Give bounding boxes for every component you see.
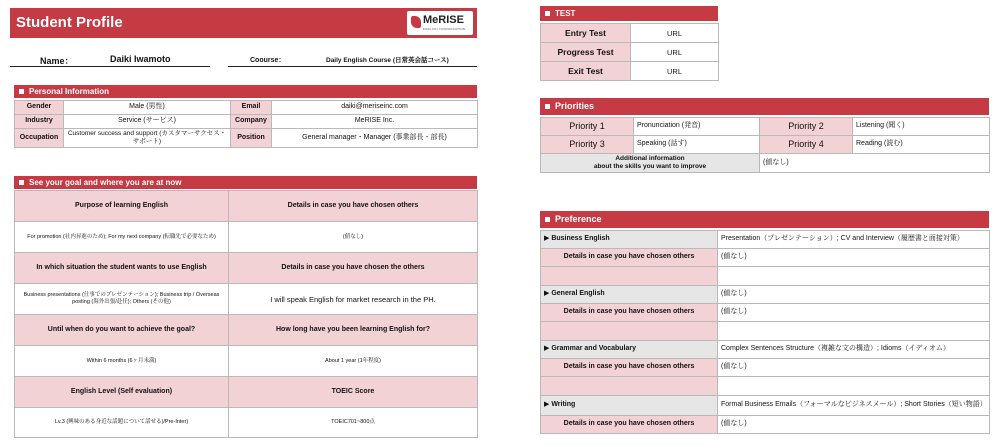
writing-detail-value: (値なし) <box>718 416 990 434</box>
additional-info-value: (値なし) <box>760 154 990 173</box>
business-english-value: Presentation（プレゼンテーション）; CV and Interview（履歴書と面接対策） <box>718 231 990 249</box>
deadline-header: Until when do you want to achieve the goal? <box>15 315 229 346</box>
personal-row-industry <box>15 115 478 129</box>
preference-row <box>541 359 990 377</box>
spacer-cell <box>718 267 990 286</box>
test-row <box>541 24 719 43</box>
priority-3-value: Speaking (話す) <box>634 136 760 154</box>
priorities-info-row <box>541 154 990 173</box>
personal-info-heading-text: Personal Information <box>29 87 110 96</box>
test-row <box>541 62 719 81</box>
page-title: Student Profile <box>16 14 123 31</box>
exit-test-link[interactable]: URL <box>631 62 719 81</box>
triangle-right-icon: ▶ <box>544 235 552 243</box>
preference-row <box>541 396 990 416</box>
goal-value-row <box>15 346 478 377</box>
situation-header: In which situation the student wants to use English <box>15 253 229 284</box>
preference-row <box>541 249 990 267</box>
goal-header-row <box>15 315 478 346</box>
personal-info-table <box>14 100 478 148</box>
course-row <box>228 51 477 67</box>
deadline-value: Within 6 months (6ヶ月未満) <box>15 346 229 377</box>
goal-table <box>14 190 478 438</box>
personal-info-heading <box>14 85 477 98</box>
duration-header: How long have you been learning English for? <box>229 315 478 346</box>
priorities-section <box>540 98 989 173</box>
additional-info-label-line2: about the skills you want to improve <box>593 162 707 170</box>
goal-value-row <box>15 408 478 438</box>
preference-spacer-row <box>541 267 990 286</box>
preference-heading <box>540 211 989 228</box>
priority-2-label: Priority 2 <box>760 118 853 136</box>
purpose-header: Purpose of learning English <box>15 191 229 222</box>
situation-other-value: I will speak English for market research in the PH. <box>229 284 478 315</box>
preference-row <box>541 304 990 322</box>
progress-test-label: Progress Test <box>541 43 631 62</box>
position-label: Position <box>231 129 272 148</box>
entry-test-link[interactable]: URL <box>631 24 719 43</box>
general-english-detail-label: Details in case you have chosen others <box>541 304 718 322</box>
preference-spacer-row <box>541 377 990 396</box>
goal-value-row <box>15 284 478 315</box>
preference-section <box>540 211 989 434</box>
name-value: Daiki Iwamoto <box>110 54 171 64</box>
profile-header <box>10 8 477 38</box>
writing-label-text: Writing <box>551 401 576 409</box>
merise-logo <box>407 11 473 35</box>
course-value: Daily English Course (日常英会話コース) <box>326 57 449 64</box>
exit-test-label: Exit Test <box>541 62 631 81</box>
level-header: English Level (Self evaluation) <box>15 377 229 408</box>
test-heading-text: TEST <box>555 9 576 18</box>
goal-header-row <box>15 191 478 222</box>
purpose-value: For promotion (社内昇進のため); For my next company (転職先で必要なため) <box>15 222 229 253</box>
personal-row-occupation <box>15 129 478 148</box>
grammar-vocabulary-label <box>541 341 718 359</box>
logo-mark-icon <box>411 16 421 28</box>
priority-1-value: Pronunciation (発音) <box>634 118 760 136</box>
occupation-value: Customer success and support (カスタマーサクセス・サポート) <box>64 129 231 148</box>
square-bullet-icon <box>545 217 550 222</box>
general-english-label <box>541 286 718 304</box>
test-row <box>541 43 719 62</box>
test-heading <box>540 6 718 21</box>
additional-info-label-line1: Additional information <box>615 155 685 162</box>
industry-label: Industry <box>15 115 64 129</box>
writing-label <box>541 396 718 416</box>
spacer-cell <box>541 377 718 396</box>
business-english-detail-label: Details in case you have chosen others <box>541 249 718 267</box>
test-table <box>540 23 719 81</box>
email-label: Email <box>231 101 272 115</box>
triangle-right-icon: ▶ <box>544 401 552 409</box>
personal-row-gender <box>15 101 478 115</box>
situation-value: Business presentations (仕事でのプレゼンテーション); Business trip / Overseas posting (海外出張/赴任); Others (その他) <box>15 284 229 315</box>
triangle-right-icon: ▶ <box>544 345 552 353</box>
company-label: Company <box>231 115 272 129</box>
preference-spacer-row <box>541 322 990 341</box>
preference-row <box>541 286 990 304</box>
goal-heading-text: See your goal and where you are at now <box>29 178 182 187</box>
square-bullet-icon <box>19 89 24 94</box>
position-value: General manager・Manager (事業部長・部長) <box>272 129 478 148</box>
general-english-value: (値なし) <box>718 286 990 304</box>
course-label: Coourse： <box>250 57 286 64</box>
square-bullet-icon <box>545 104 550 109</box>
name-label: Name： <box>40 56 74 66</box>
spacer-cell <box>718 322 990 341</box>
general-english-label-text: General English <box>551 290 605 298</box>
purpose-other-header: Details in case you have chosen others <box>229 191 478 222</box>
goal-header-row <box>15 377 478 408</box>
logo-subtext: ENGLISH CONVERSATION <box>423 27 466 31</box>
priorities-row <box>541 118 990 136</box>
toeic-value: TOEIC701~800点 <box>229 408 478 438</box>
preference-row <box>541 416 990 434</box>
grammar-vocabulary-detail-value: (値なし) <box>718 359 990 377</box>
level-value: Lv.3 (興味のある身近な話題について話せる)/Pre-Inter) <box>15 408 229 438</box>
goal-heading <box>14 176 477 189</box>
test-section <box>540 6 718 81</box>
logo-text: MeRISE <box>423 14 464 26</box>
gender-label: Gender <box>15 101 64 115</box>
goal-value-row <box>15 222 478 253</box>
square-bullet-icon <box>545 11 550 16</box>
priorities-heading-text: Priorities <box>555 101 595 111</box>
priority-1-label: Priority 1 <box>541 118 634 136</box>
email-value: daiki@meriseinc.com <box>272 101 478 115</box>
company-value: MeRISE Inc. <box>272 115 478 129</box>
spacer-cell <box>541 267 718 286</box>
grammar-vocabulary-label-text: Grammar and Vocabulary <box>551 345 637 353</box>
name-row <box>10 51 210 67</box>
gender-value: Male (男性) <box>64 101 231 115</box>
priorities-row <box>541 136 990 154</box>
writing-detail-label: Details in case you have chosen others <box>541 416 718 434</box>
spacer-cell <box>541 322 718 341</box>
preference-table <box>540 230 990 434</box>
square-bullet-icon <box>19 180 24 185</box>
general-english-detail-value: (値なし) <box>718 304 990 322</box>
personal-info-section <box>14 85 477 148</box>
priority-4-value: Reading (読む) <box>853 136 990 154</box>
grammar-vocabulary-value: Complex Sentences Structure（複雑な文の構造）; Idioms（イディオム） <box>718 341 990 359</box>
business-english-label <box>541 231 718 249</box>
toeic-header: TOEIC Score <box>229 377 478 408</box>
preference-row <box>541 341 990 359</box>
priorities-heading <box>540 98 989 115</box>
triangle-right-icon: ▶ <box>544 290 552 298</box>
progress-test-link[interactable]: URL <box>631 43 719 62</box>
industry-value: Service (サービス) <box>64 115 231 129</box>
preference-heading-text: Preference <box>555 214 602 224</box>
business-english-detail-value: (値なし) <box>718 249 990 267</box>
occupation-label: Occupation <box>15 129 64 148</box>
situation-other-header: Details in case you have chosen the others <box>229 253 478 284</box>
writing-value: Formal Business Emails（フォーマルなビジネスメール）; Short Stories（短い物語） <box>718 396 990 416</box>
goal-section <box>14 176 477 438</box>
spacer-cell <box>718 377 990 396</box>
priority-2-value: Listening (聞く) <box>853 118 990 136</box>
grammar-vocabulary-detail-label: Details in case you have chosen others <box>541 359 718 377</box>
business-english-label-text: Business English <box>551 235 610 243</box>
goal-header-row <box>15 253 478 284</box>
priorities-table <box>540 117 990 173</box>
preference-row <box>541 231 990 249</box>
priority-3-label: Priority 3 <box>541 136 634 154</box>
purpose-other-value: (値なし) <box>229 222 478 253</box>
priority-4-label: Priority 4 <box>760 136 853 154</box>
duration-value: About 1 year (1年程度) <box>229 346 478 377</box>
entry-test-label: Entry Test <box>541 24 631 43</box>
additional-info-label <box>541 154 760 173</box>
